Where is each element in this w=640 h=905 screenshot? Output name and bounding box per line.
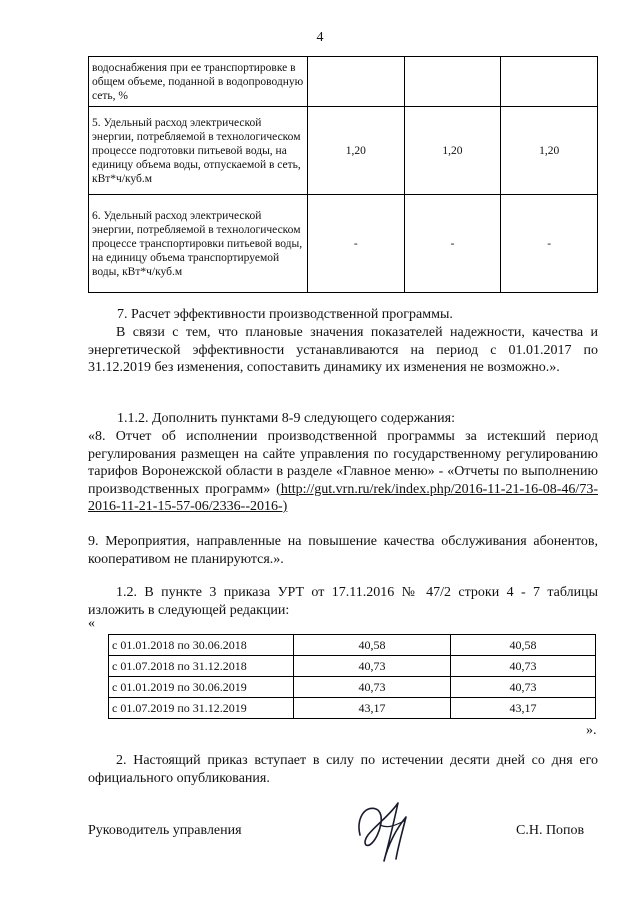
tariff-period: с 01.01.2018 по 30.06.2018	[109, 635, 294, 656]
indicator-table	[88, 56, 598, 293]
signatory-name: С.Н. Попов	[516, 823, 585, 838]
indicator-value: 1,20	[308, 107, 405, 195]
table-row	[109, 635, 596, 656]
indicator-value: 1,20	[404, 107, 501, 195]
open-quote: «	[88, 616, 95, 631]
section-7-body: В связи с тем, что плановые значения показателей надежности, качества и энергетической эффективности устанавливаются на период с 01.01.2017 по 31.12.2019 без изменения, сопоставить динамику их изменения не возможно.».	[88, 325, 598, 375]
clause-1-1-2-heading: 1.1.2. Дополнить пунктами 8-9 следующего содержания:	[117, 411, 455, 426]
indicator-label: 5. Удельный расход электрической энергии, потребляемой в технологическом процессе подготовки питьевой воды, на единицу объема воды, отпускаемой в сеть, кВт*ч/куб.м	[89, 107, 308, 195]
tariff-value: 40,58	[451, 635, 596, 656]
indicator-value: -	[308, 195, 405, 293]
tariff-value: 40,73	[294, 656, 451, 677]
indicator-value: -	[501, 195, 598, 293]
table-row	[89, 57, 598, 107]
tariff-period: с 01.07.2019 по 31.12.2019	[109, 698, 294, 719]
section-7-heading: 7. Расчет эффективности производственной программы.	[117, 307, 453, 322]
tariff-value: 40,73	[451, 677, 596, 698]
indicator-label: водоснабжения при ее транспортировке в общем объеме, поданной в водопроводную сеть, %	[89, 57, 308, 107]
handwritten-signature	[350, 795, 420, 867]
table-row	[89, 107, 598, 195]
clause-9-paragraph: 9. Мероприятия, направленные на повышение качества обслуживания абонентов, кооперативом не планируются.».	[88, 534, 598, 567]
tariff-value: 40,58	[294, 635, 451, 656]
tariff-value: 40,73	[294, 677, 451, 698]
close-quote: ».	[586, 723, 597, 738]
indicator-value	[501, 57, 598, 107]
signatory-title: Руководитель управления	[88, 823, 242, 838]
tariff-value: 43,17	[294, 698, 451, 719]
table-row	[109, 656, 596, 677]
tariff-period: с 01.01.2019 по 30.06.2019	[109, 677, 294, 698]
tariff-table	[108, 634, 596, 719]
page-number: 4	[316, 30, 324, 45]
indicator-label: 6. Удельный расход электрической энергии, потребляемой в технологическом процессе транспортировки питьевой воды, на единицу объема транспортируемой воды, кВт*ч/куб.м	[89, 195, 308, 293]
tariff-value: 43,17	[451, 698, 596, 719]
tariff-period: с 01.07.2018 по 31.12.2018	[109, 656, 294, 677]
clause-1-2-text: 1.2. В пункте 3 приказа УРТ от 17.11.2016 № 47/2 строки 4 - 7 таблицы изложить в следующей редакции:	[88, 585, 598, 618]
clause-2-text: 2. Настоящий приказ вступает в силу по истечении десяти дней со дня его официального опубликования.	[88, 753, 598, 786]
indicator-value	[308, 57, 405, 107]
report-link[interactable]: (http://gut.vrn.ru/rek/index.php/2016-11-21-16-08-46/73-2016-11-21-15-57-06/2336--2016-)	[88, 481, 598, 514]
indicator-value: 1,20	[501, 107, 598, 195]
indicator-value: -	[404, 195, 501, 293]
table-row	[109, 677, 596, 698]
tariff-value: 40,73	[451, 656, 596, 677]
clause-8-paragraph	[88, 428, 598, 516]
indicator-value	[404, 57, 501, 107]
clause-8-text: «8. Отчет об исполнении производственной программы за истекший период регулирования размещен на сайте управления по государственному регулированию тарифов Воронежской области в разделе «Главное меню» - «Отчеты по выполнению производственных программ»	[88, 429, 598, 497]
table-row	[109, 698, 596, 719]
table-row	[89, 195, 598, 293]
